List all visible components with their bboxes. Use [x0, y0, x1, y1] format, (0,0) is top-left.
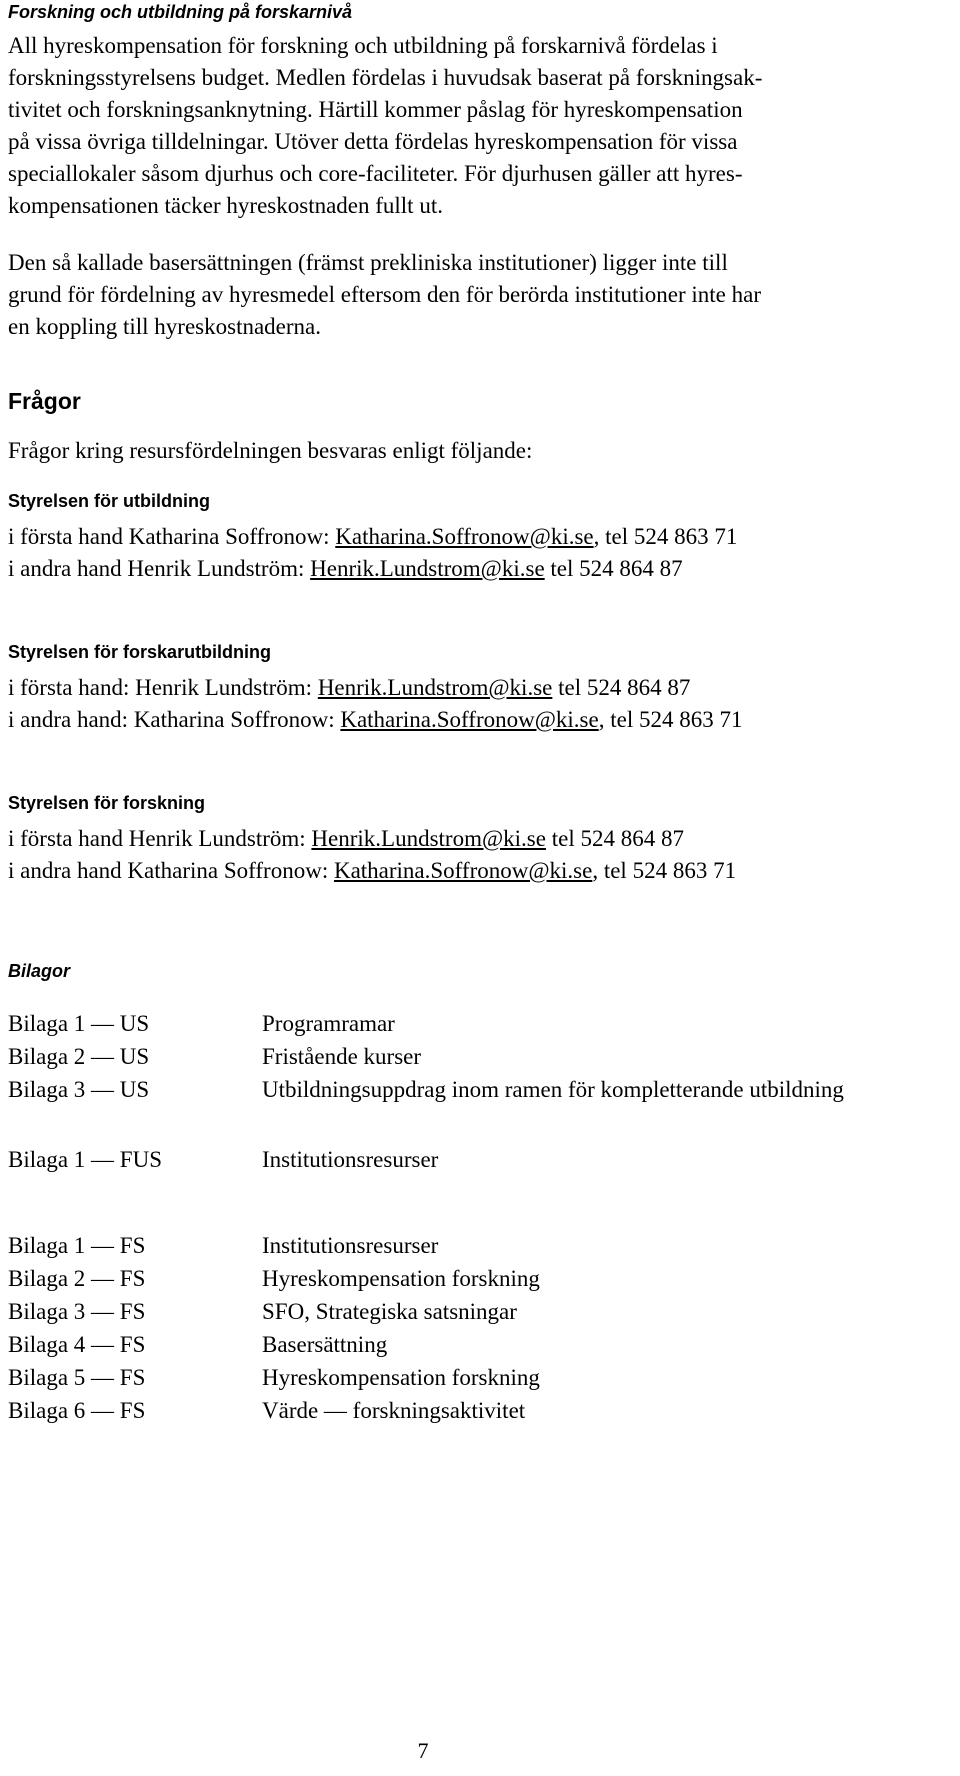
contact-text: i första hand Katharina Soffronow: — [8, 524, 336, 549]
text-line: på vissa övriga tilldelningar. Utöver detta fördelas hyreskompensation för vissa — [8, 129, 738, 154]
attachment-label: Bilaga 4 — FS — [8, 1332, 146, 1357]
contact-list-doctoral — [8, 672, 938, 736]
email-link[interactable]: Katharina.Soffronow@ki.se — [333, 858, 593, 883]
attachment-label: Bilaga 2 — US — [8, 1044, 150, 1069]
email-link[interactable]: Katharina.Soffronow@ki.se — [340, 707, 599, 732]
attachment-label: Bilaga 1 — FUS — [8, 1147, 162, 1172]
contact-line — [8, 855, 938, 887]
attachment-row — [8, 1007, 882, 1040]
attachment-label: Bilaga 3 — US — [8, 1077, 150, 1102]
text-line: kompensationen täcker hyreskostnaden fullt ut. — [8, 193, 443, 218]
paragraph-research-funding — [8, 30, 938, 222]
attachment-description: Värde — forskningsaktivitet — [262, 1398, 526, 1423]
attachment-row — [8, 1262, 540, 1295]
text-line: en koppling till hyreskostnaderna. — [8, 314, 321, 339]
attachment-row — [8, 1143, 438, 1176]
attachment-row — [8, 1040, 882, 1073]
attachment-description: Basersättning — [262, 1332, 388, 1357]
attachment-label: Bilaga 6 — FS — [8, 1398, 146, 1423]
contact-phone: tel 524 864 87 — [544, 556, 683, 581]
contact-phone: , tel 524 863 71 — [592, 858, 737, 883]
attachment-description: SFO, Strategiska satsningar — [262, 1299, 517, 1324]
attachment-group-us — [8, 1007, 882, 1106]
contact-line — [8, 704, 938, 736]
text-line: speciallokaler såsom djurhus och core-faciliteter. För djurhusen gäller att hyres- — [8, 161, 743, 186]
board-heading-education: Styrelsen för utbildning — [8, 491, 211, 511]
attachment-label: Bilaga 5 — FS — [8, 1365, 146, 1390]
email-link[interactable]: Katharina.Soffronow@ki.se — [335, 524, 594, 549]
text-line: Den så kallade basersättningen (främst prekliniska institutioner) ligger inte till — [8, 250, 728, 275]
attachment-label: Bilaga 2 — FS — [8, 1266, 146, 1291]
contact-line — [8, 823, 938, 855]
contact-text: i andra hand Henrik Lundström: — [8, 556, 311, 581]
contact-text: i första hand Henrik Lundström: — [8, 826, 312, 851]
contact-text: i andra hand: Katharina Soffronow: — [8, 707, 341, 732]
email-link[interactable]: Henrik.Lundstrom@ki.se — [317, 675, 553, 700]
paragraph-base-compensation — [8, 247, 938, 343]
attachment-row — [8, 1328, 540, 1361]
contact-line — [8, 553, 938, 585]
board-heading-research: Styrelsen för forskning — [8, 793, 206, 813]
attachment-row — [8, 1361, 540, 1394]
contact-line — [8, 672, 938, 704]
text-line: All hyreskompensation för forskning och utbildning på forskarnivå fördelas i — [8, 33, 718, 58]
text-line: forskningsstyrelsens budget. Medlen fördelas i huvudsak baserat på forskningsak- — [8, 65, 763, 90]
attachment-row — [8, 1394, 540, 1427]
document-page — [8, 0, 938, 1427]
attachment-label: Bilaga 1 — FS — [8, 1233, 146, 1258]
section-heading-questions: Frågor — [8, 388, 81, 414]
attachment-description: Institutionsresurser — [262, 1233, 439, 1258]
contact-text: i andra hand Katharina Soffronow: — [8, 858, 334, 883]
questions-intro: Frågor kring resursfördelningen besvaras enligt följande: — [8, 438, 533, 463]
section-heading-research: Forskning och utbildning på forskarnivå — [8, 2, 353, 22]
attachment-group-fs — [8, 1229, 540, 1427]
page-number: 7 — [417, 1738, 429, 1763]
contact-text: i första hand: Henrik Lundström: — [8, 675, 318, 700]
attachment-description: Programramar — [262, 1011, 395, 1036]
contact-list-education — [8, 521, 938, 585]
board-heading-doctoral: Styrelsen för forskarutbildning — [8, 642, 272, 662]
attachment-label: Bilaga 3 — FS — [8, 1299, 146, 1324]
attachment-row — [8, 1073, 882, 1106]
attachment-description: Hyreskompensation forskning — [262, 1266, 540, 1291]
contact-line — [8, 521, 938, 553]
contact-phone: tel 524 864 87 — [552, 675, 691, 700]
contact-phone: tel 524 864 87 — [545, 826, 684, 851]
contact-phone: , tel 524 863 71 — [593, 524, 738, 549]
contact-phone: , tel 524 863 71 — [598, 707, 743, 732]
email-link[interactable]: Henrik.Lundstrom@ki.se — [310, 556, 545, 581]
attachment-row — [8, 1295, 540, 1328]
attachment-row — [8, 1229, 540, 1262]
section-heading-attachments: Bilagor — [8, 961, 71, 981]
text-line: tivitet och forskningsanknytning. Härtill kommer påslag för hyreskompensation — [8, 97, 743, 122]
attachment-group-fus — [8, 1143, 438, 1176]
attachment-label: Bilaga 1 — US — [8, 1011, 150, 1036]
attachment-description: Institutionsresurser — [262, 1147, 439, 1172]
attachment-description: Hyreskompensation forskning — [262, 1365, 540, 1390]
contact-list-research — [8, 823, 938, 887]
attachment-description: Fristående kurser — [262, 1044, 422, 1069]
email-link[interactable]: Henrik.Lundstrom@ki.se — [311, 826, 546, 851]
text-line: grund för fördelning av hyresmedel eftersom den för berörda institutioner inte har — [8, 282, 762, 307]
attachment-description: Utbildningsuppdrag inom ramen för kompletterande utbildning — [262, 1077, 844, 1102]
